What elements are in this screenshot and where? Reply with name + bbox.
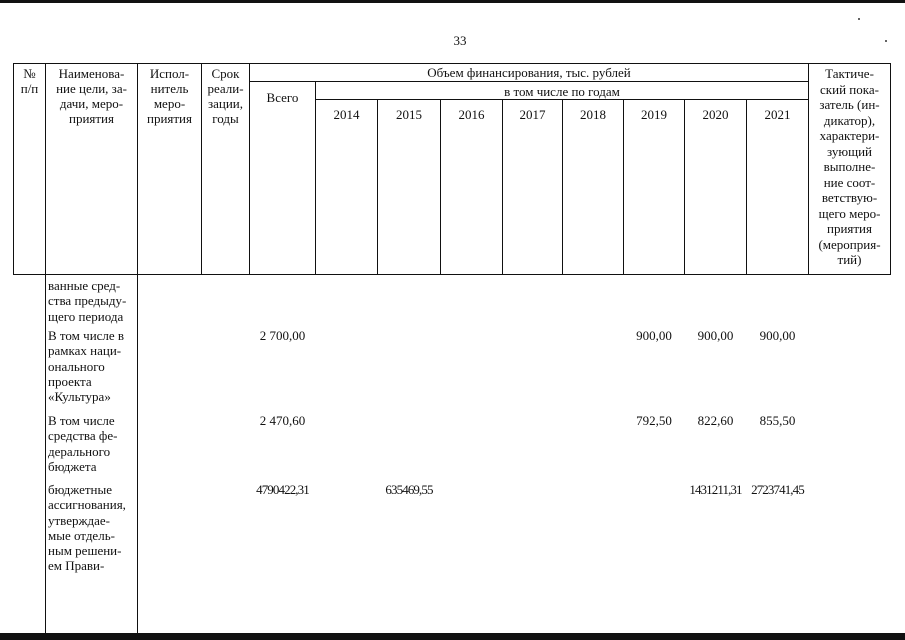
row-value-2019: 900,00	[636, 328, 672, 343]
header-term: Срок реали- зации, годы	[207, 66, 244, 126]
row-name: ванные сред- ства предыду- щего периода	[48, 278, 127, 324]
header-year-2016: 2016	[458, 107, 485, 122]
page-number: 33	[453, 33, 467, 48]
row-name: В том числе в рамках наци- онального проекта «Культура»	[48, 328, 125, 405]
header-year-2015: 2015	[396, 107, 422, 122]
header-funding: Объем финансирования, тыс. рублей	[427, 65, 631, 80]
row-name: В том числе средства фе- дерального бюджета	[48, 413, 118, 474]
row-value-2020: 900,00	[697, 328, 734, 343]
header-indicator: Тактиче- ский пока- затель (ин- дикатор), характери- зующий выполне- ние соот- ветствую- щего меро- приятия (мероприя- тий)	[818, 66, 881, 267]
row-value-2015: 635469,55	[385, 482, 433, 497]
row-total: 2 700,00	[259, 328, 306, 343]
row-value-2019: 792,50	[636, 413, 672, 428]
header-year-2021: 2021	[764, 107, 791, 122]
row-value-2020: 1431211,31	[689, 482, 742, 497]
row-name: бюджетные ассигнования, утверждае- мые отдель- ным решени- ем Прави-	[48, 482, 126, 574]
header-executor: Испол- нитель меро- приятия	[146, 66, 192, 126]
header-year-2018: 2018	[580, 107, 606, 122]
header-number: № п/п	[20, 66, 39, 96]
header-total: Всего	[266, 90, 299, 105]
row-value-2021: 900,00	[759, 328, 796, 343]
header-year-2019: 2019	[641, 107, 667, 122]
row-value-2021: 855,50	[759, 413, 796, 428]
header-year-2014: 2014	[333, 107, 360, 122]
header-year-2017: 2017	[519, 107, 546, 122]
row-total: 2 470,60	[259, 413, 306, 428]
header-by-years: в том числе по годам	[504, 84, 620, 99]
row-value-2021: 2723741,45	[751, 482, 804, 497]
header-year-2020: 2020	[702, 107, 729, 122]
row-total: 4790422,31	[256, 482, 309, 497]
header-name: Наименова- ние цели, за- дачи, меро- приятия	[56, 66, 127, 126]
row-value-2020: 822,60	[697, 413, 734, 428]
